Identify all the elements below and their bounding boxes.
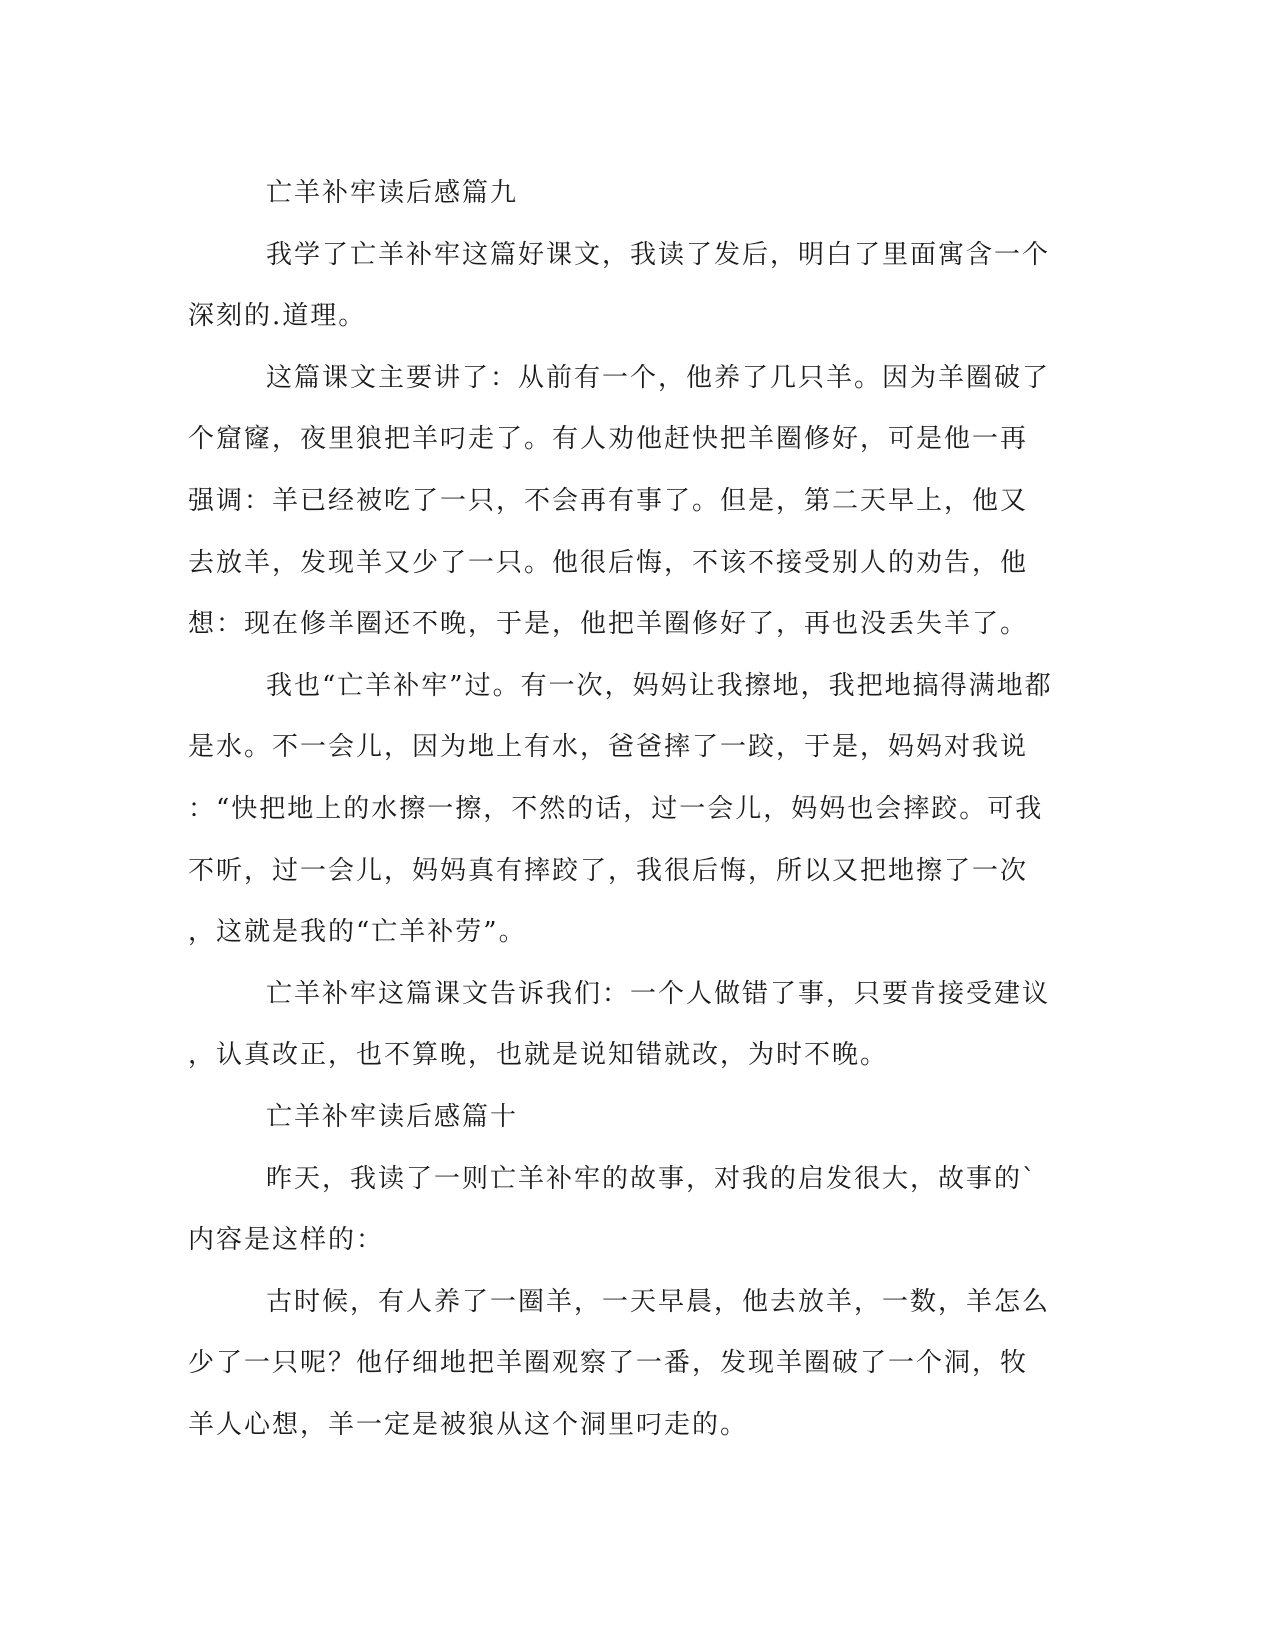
text-line: 亡羊补牢这篇课文告诉我们：一个人做错了事，只要肯接受建议 <box>266 978 1051 1009</box>
text-line: 不听，过一会儿，妈妈真有摔跤了，我很后悔，所以又把地擦了一次 <box>188 855 1029 886</box>
text-line: ，认真改正，也不算晚，也就是说知错就改，为时不晚。 <box>188 1040 889 1071</box>
section-heading-9: 亡羊补牢读后感篇九 <box>266 178 519 208</box>
text-line: 我也“亡羊补牢”过。有一次，妈妈让我擦地，我把地搞得满地都 <box>266 670 1053 701</box>
text-line: 这篇课文主要讲了：从前有一个，他养了几只羊。因为羊圈破了 <box>266 362 1051 393</box>
text-line: 内容是这样的： <box>188 1225 385 1256</box>
text-line: 羊人心想，羊一定是被狼从这个洞里叼走的。 <box>188 1409 749 1440</box>
text-line: 想：现在修羊圈还不晚，于是，他把羊圈修好了，再也没丢失羊了。 <box>188 609 1029 640</box>
text-line: 昨天，我读了一则亡羊补牢的故事，对我的启发很大，故事的` <box>266 1163 1038 1194</box>
text-line: 是水。不一会儿，因为地上有水，爸爸摔了一跤，于是，妈妈对我说 <box>188 732 1029 763</box>
text-line: 去放羊，发现羊又少了一只。他很后悔，不该不接受别人的劝告，他 <box>188 547 1029 578</box>
text-line: ，这就是我的“亡羊补劳”。 <box>188 917 527 948</box>
document-body <box>188 163 1078 1456</box>
text-line: 少了一只呢？他仔细地把羊圈观察了一番，发现羊圈破了一个洞，牧 <box>188 1348 1029 1379</box>
text-line: 古时候，有人养了一圈羊，一天早晨，他去放羊，一数，羊怎么 <box>266 1286 1051 1317</box>
section-heading-10: 亡羊补牢读后感篇十 <box>266 1101 519 1132</box>
text-line: 强调：羊已经被吃了一只，不会再有事了。但是，第二天早上，他又 <box>188 485 1029 516</box>
text-line: ：“快把地上的水擦一擦，不然的话，过一会儿，妈妈也会摔跤。可我 <box>188 793 1044 824</box>
text-line: 个窟窿，夜里狼把羊叼走了。有人劝他赶快把羊圈修好，可是他一再 <box>188 424 1029 455</box>
text-line: 我学了亡羊补牢这篇好课文，我读了发后，明白了里面寓含一个 <box>266 239 1051 270</box>
text-line: 深刻的.道理。 <box>188 301 367 332</box>
